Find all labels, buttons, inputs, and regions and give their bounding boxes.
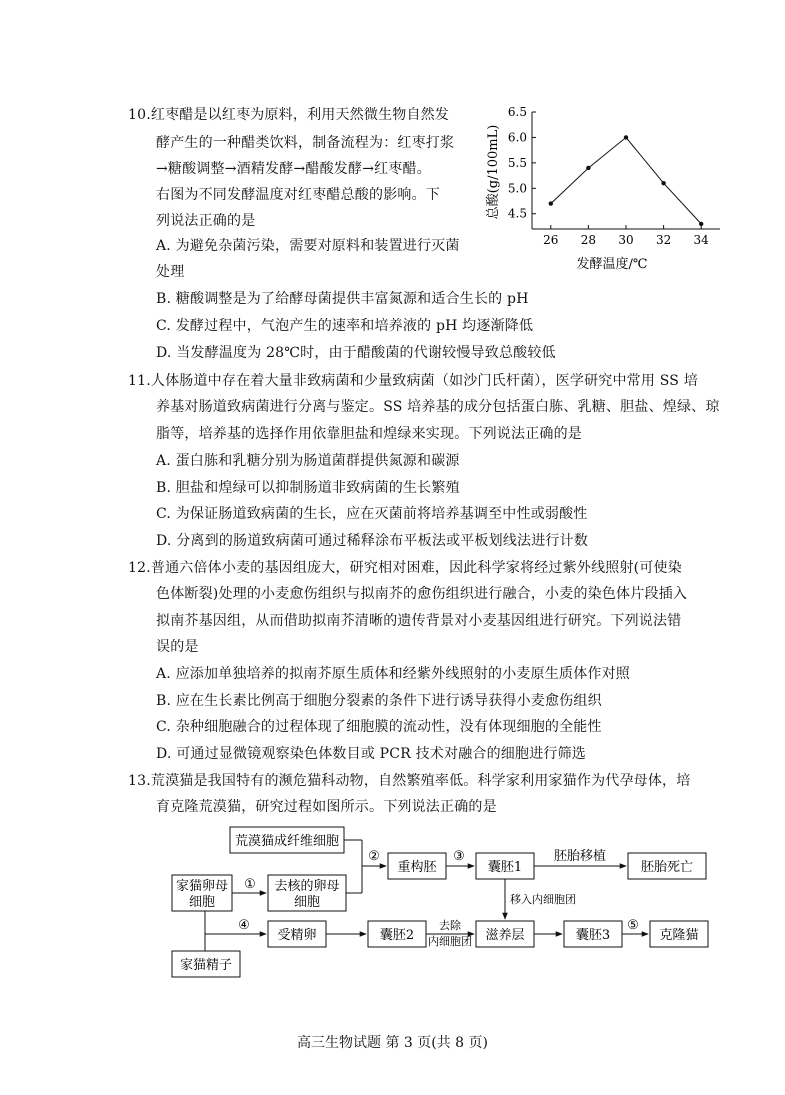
box-fibroblast xyxy=(230,827,344,853)
step-2-label: ② xyxy=(368,849,380,864)
box-enucleated-label-1: 去核的卵母 xyxy=(274,879,340,894)
box-zygote-label: 受精卵 xyxy=(277,928,317,943)
box-cat-oocyte-label-2: 细胞 xyxy=(188,895,216,910)
q11-option-c: C. 为保证肠道致病菌的生长，应在灭菌前将培养基调至中性或弱酸性 xyxy=(156,506,588,522)
box-cat-sperm xyxy=(172,951,240,977)
q12-line: 色体断裂)处理的小麦愈伤组织与拟南芥的愈伤组织进行融合，小麦的染色体片段插入 xyxy=(156,586,688,602)
x-axis-label: 发酵温度/℃ xyxy=(576,257,648,272)
box-trophoblast xyxy=(476,921,534,947)
q11-line: 11.人体肠道中存在着大量非致病菌和少量致病菌（如沙门氏杆菌），医学研究中常用 SS 培 xyxy=(128,373,698,389)
page-footer: 高三生物试题 第 3 页(共 8 页) xyxy=(297,1035,488,1051)
y-tick-label: 4.5 xyxy=(507,206,527,221)
box-cloned-cat-label: 克隆猫 xyxy=(659,928,699,943)
q12-option-b: B. 应在生长素比例高于细胞分裂素的条件下进行诱导获得小麦愈伤组织 xyxy=(156,693,602,709)
y-tick-label: 5.5 xyxy=(507,155,527,170)
q10-line: 10.红枣醋是以红枣为原料，利用天然微生物自然发 xyxy=(128,107,450,123)
box-blastocyst-3-label: 囊胚3 xyxy=(575,928,611,943)
q11-line: 养基对肠道致病菌进行分离与鉴定。SS 培养基的成分包括蛋白胨、乳糖、胆盐、煌绿、琼 xyxy=(156,399,720,415)
remove-label-1: 去除 xyxy=(439,919,461,932)
q10-line: →糖酸调整→酒精发酵→醋酸发酵→红枣醋。 xyxy=(156,161,431,177)
box-blastocyst-2-label: 囊胚2 xyxy=(379,928,415,943)
box-zygote xyxy=(268,921,326,947)
box-embryo-death-label: 胚胎死亡 xyxy=(640,860,694,875)
q12-line: 12.普通六倍体小麦的基因组庞大，研究相对困难，因此科学家将经过紫外线照射(可使染 xyxy=(128,560,682,576)
q10-option-a: A. 为避免杂菌污染，需要对原料和装置进行灭菌 xyxy=(156,238,460,254)
box-blastocyst-3 xyxy=(564,921,622,947)
q11-line: 脂等，培养基的选择作用依靠胆盐和煌绿来实现。下列说法正确的是 xyxy=(156,426,582,442)
q12-line: 误的是 xyxy=(156,639,199,655)
y-tick-label: 6.0 xyxy=(507,130,527,145)
x-tick-label: 28 xyxy=(580,233,597,247)
box-enucleated-oocyte xyxy=(268,875,346,911)
q12-option-a: A. 应添加单独培养的拟南芥原生质体和经紫外线照射的小麦原生质体作对照 xyxy=(156,666,631,682)
remove-label-2: 内细胞团 xyxy=(428,935,472,948)
box-trophoblast-label: 滋养层 xyxy=(485,928,525,943)
y-tick-label: 6.5 xyxy=(507,105,527,119)
q10-line: 列说法正确的是 xyxy=(156,213,256,229)
q10-option-a-cont: 处理 xyxy=(156,264,185,280)
q10-option-c: C. 发酵过程中，气泡产生的速率和培养液的 pH 均逐渐降低 xyxy=(156,318,534,334)
box-fibroblast-label: 荒漠猫成纤维细胞 xyxy=(234,834,340,849)
box-reconstructed-label: 重构胚 xyxy=(397,860,437,875)
move-icm-label: 移入内细胞团 xyxy=(510,893,576,906)
box-cat-sperm-label: 家猫精子 xyxy=(179,958,233,973)
q12-line: 拟南芥基因组，从而借助拟南芥清晰的遗传背景对小麦基因组进行研究。下列说法错 xyxy=(156,613,682,629)
x-tick-label: 32 xyxy=(655,233,672,247)
q12-option-c: C. 杂种细胞融合的过程体现了细胞膜的流动性，没有体现细胞的全能性 xyxy=(156,719,602,735)
x-tick-label: 34 xyxy=(693,233,709,247)
box-enucleated-label-2: 细胞 xyxy=(293,895,321,910)
box-cat-oocyte-label-1: 家猫卵母 xyxy=(175,879,229,894)
box-cloned-cat xyxy=(650,921,708,947)
box-embryo-death xyxy=(628,853,706,879)
embryo-transfer-label: 胚胎移植 xyxy=(553,849,607,864)
step-5-label: ⑤ xyxy=(627,918,639,933)
x-tick-label: 30 xyxy=(618,233,634,247)
q13-line: 13.荒漠猫是我国特有的濒危猫科动物，自然繁殖率低。科学家利用家猫作为代孕母体，培 xyxy=(128,773,691,789)
box-reconstructed-embryo xyxy=(388,853,446,879)
q11-option-d: D. 分离到的肠道致病菌可通过稀释涂布平板法或平板划线法进行计数 xyxy=(156,533,589,549)
q11-option-b: B. 胆盐和煌绿可以抑制肠道非致病菌的生长繁殖 xyxy=(156,480,460,496)
q10-option-b: B. 糖酸调整是为了给酵母菌提供丰富氮源和适合生长的 pH xyxy=(156,291,529,307)
q10-line: 酵产生的一种醋类饮料，制备流程为：红枣打浆 xyxy=(156,135,455,151)
box-blastocyst-1-label: 囊胚1 xyxy=(487,860,523,875)
box-blastocyst-1 xyxy=(476,853,534,879)
box-blastocyst-2 xyxy=(368,921,426,947)
q12-option-d: D. 可通过显微镜观察染色体数目或 PCR 技术对融合的细胞进行筛选 xyxy=(156,746,586,762)
step-3-label: ③ xyxy=(453,849,465,864)
q10-line: 右图为不同发酵温度对红枣醋总酸的影响。下 xyxy=(156,187,440,203)
q13-line: 育克隆荒漠猫，研究过程如图所示。下列说法正确的是 xyxy=(156,799,497,815)
step-1-label: ① xyxy=(244,877,256,892)
x-tick-label: 26 xyxy=(543,233,559,247)
step-4-label: ④ xyxy=(238,918,250,933)
y-axis-label: 总酸(g/100mL) xyxy=(486,124,501,220)
q10-option-d: D. 当发酵温度为 28℃时，由于醋酸菌的代谢较慢导致总酸较低 xyxy=(156,345,556,361)
q11-option-a: A. 蛋白胨和乳糖分别为肠道菌群提供氮源和碳源 xyxy=(156,453,460,469)
box-cat-oocyte xyxy=(172,875,232,911)
y-tick-label: 5.0 xyxy=(507,181,527,196)
